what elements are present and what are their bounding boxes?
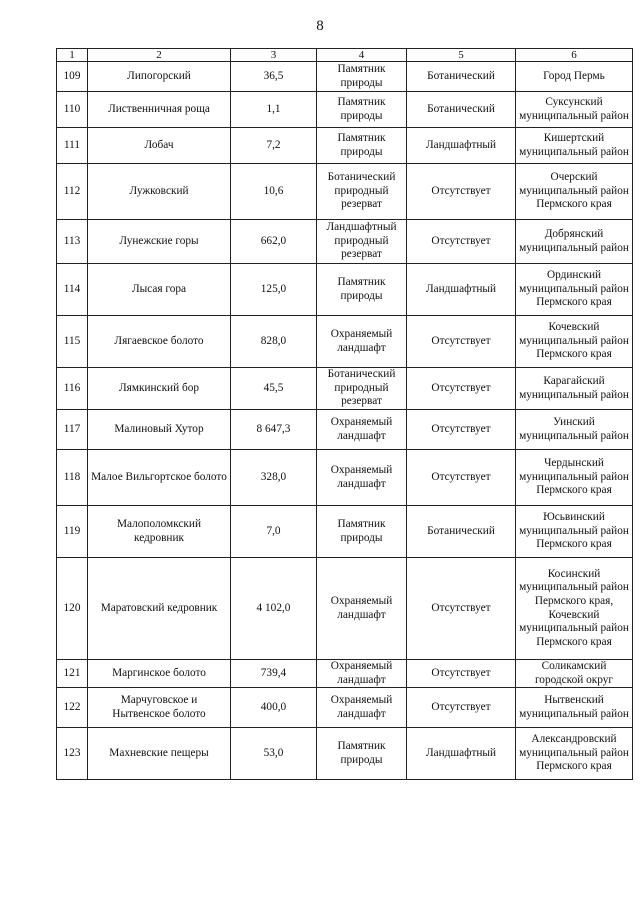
area-location: Суксунский муниципальный район <box>516 92 633 128</box>
row-number: 119 <box>57 506 88 558</box>
area-size: 400,0 <box>231 688 317 728</box>
table-row <box>57 220 633 264</box>
area-name: Лысая гора <box>88 264 231 316</box>
area-size: 7,2 <box>231 128 317 164</box>
row-number: 114 <box>57 264 88 316</box>
area-name: Липогорский <box>88 62 231 92</box>
table-row <box>57 164 633 220</box>
table-row <box>57 558 633 660</box>
area-profile: Отсутствует <box>407 410 516 450</box>
area-profile: Отсутствует <box>407 164 516 220</box>
area-name: Лужковский <box>88 164 231 220</box>
area-location: Соликамский городской округ <box>516 660 633 688</box>
area-profile: Ландшафтный <box>407 264 516 316</box>
area-category: Ландшафтный природный резерват <box>317 220 407 264</box>
area-profile: Отсутствует <box>407 368 516 410</box>
row-number: 118 <box>57 450 88 506</box>
area-size: 8 647,3 <box>231 410 317 450</box>
row-number: 111 <box>57 128 88 164</box>
column-number-row <box>57 49 633 62</box>
area-profile: Отсутствует <box>407 316 516 368</box>
area-location: Юсьвинский муниципальный район Пермского края <box>516 506 633 558</box>
row-number: 123 <box>57 728 88 780</box>
area-size: 828,0 <box>231 316 317 368</box>
area-name: Маратовский кедровник <box>88 558 231 660</box>
area-category: Ботанический природный резерват <box>317 368 407 410</box>
table-row <box>57 506 633 558</box>
area-location: Чердынский муниципальный район Пермского края <box>516 450 633 506</box>
area-size: 739,4 <box>231 660 317 688</box>
area-category: Охраняемый ландшафт <box>317 558 407 660</box>
area-category: Памятник природы <box>317 128 407 164</box>
area-size: 4 102,0 <box>231 558 317 660</box>
area-size: 662,0 <box>231 220 317 264</box>
area-name: Лунежские горы <box>88 220 231 264</box>
area-name: Маргинское болото <box>88 660 231 688</box>
column-header: 2 <box>88 49 231 62</box>
area-category: Памятник природы <box>317 62 407 92</box>
area-category: Памятник природы <box>317 264 407 316</box>
area-profile: Ландшафтный <box>407 128 516 164</box>
area-name: Лобач <box>88 128 231 164</box>
row-number: 122 <box>57 688 88 728</box>
area-profile: Отсутствует <box>407 450 516 506</box>
area-category: Памятник природы <box>317 506 407 558</box>
area-name: Малое Вильгортское болото <box>88 450 231 506</box>
area-size: 45,5 <box>231 368 317 410</box>
area-location: Кишертский муниципальный район <box>516 128 633 164</box>
row-number: 112 <box>57 164 88 220</box>
page-number: 8 <box>316 18 324 34</box>
row-number: 110 <box>57 92 88 128</box>
area-category: Охраняемый ландшафт <box>317 688 407 728</box>
area-category: Памятник природы <box>317 92 407 128</box>
table-row <box>57 128 633 164</box>
column-header: 5 <box>407 49 516 62</box>
column-header: 4 <box>317 49 407 62</box>
area-category: Охраняемый ландшафт <box>317 410 407 450</box>
area-location: Город Пермь <box>516 62 633 92</box>
row-number: 116 <box>57 368 88 410</box>
table-row <box>57 410 633 450</box>
area-location: Добрянский муниципальный район <box>516 220 633 264</box>
row-number: 109 <box>57 62 88 92</box>
column-header: 3 <box>231 49 317 62</box>
table-row <box>57 62 633 92</box>
table-row <box>57 728 633 780</box>
area-location: Уинский муниципальный район <box>516 410 633 450</box>
area-location: Нытвенский муниципальный район <box>516 688 633 728</box>
row-number: 117 <box>57 410 88 450</box>
area-profile: Отсутствует <box>407 660 516 688</box>
protected-areas-table <box>56 48 633 780</box>
area-profile: Ботанический <box>407 62 516 92</box>
area-name: Лягаевское болото <box>88 316 231 368</box>
table-row <box>57 368 633 410</box>
area-size: 7,0 <box>231 506 317 558</box>
area-name: Махневские пещеры <box>88 728 231 780</box>
area-name: Лиственничная роща <box>88 92 231 128</box>
area-location: Очерский муниципальный район Пермского края <box>516 164 633 220</box>
table-row <box>57 660 633 688</box>
area-size: 36,5 <box>231 62 317 92</box>
column-header: 6 <box>516 49 633 62</box>
table-row <box>57 688 633 728</box>
column-header: 1 <box>57 49 88 62</box>
area-name: Марчуговское и Нытвенское болото <box>88 688 231 728</box>
area-size: 328,0 <box>231 450 317 506</box>
area-location: Кочевский муниципальный район Пермского края <box>516 316 633 368</box>
area-name: Лямкинский бор <box>88 368 231 410</box>
area-location: Ординский муниципальный район Пермского края <box>516 264 633 316</box>
area-size: 53,0 <box>231 728 317 780</box>
area-name: Малиновый Хутор <box>88 410 231 450</box>
row-number: 121 <box>57 660 88 688</box>
table-row <box>57 450 633 506</box>
area-category: Охраняемый ландшафт <box>317 660 407 688</box>
table-body <box>57 49 633 780</box>
row-number: 120 <box>57 558 88 660</box>
area-category: Охраняемый ландшафт <box>317 450 407 506</box>
area-profile: Отсутствует <box>407 558 516 660</box>
area-size: 1,1 <box>231 92 317 128</box>
table-row <box>57 92 633 128</box>
area-location: Карагайский муниципальный район <box>516 368 633 410</box>
area-profile: Ботанический <box>407 506 516 558</box>
area-location: Александровский муниципальный район Пермского края <box>516 728 633 780</box>
area-profile: Отсутствует <box>407 688 516 728</box>
area-category: Памятник природы <box>317 728 407 780</box>
area-size: 10,6 <box>231 164 317 220</box>
area-category: Охраняемый ландшафт <box>317 316 407 368</box>
area-name: Малополомкский кедровник <box>88 506 231 558</box>
area-location: Косинский муниципальный район Пермского края, Кочевский муниципальный район Пермского края <box>516 558 633 660</box>
area-size: 125,0 <box>231 264 317 316</box>
area-profile: Ботанический <box>407 92 516 128</box>
area-profile: Ландшафтный <box>407 728 516 780</box>
table-row <box>57 316 633 368</box>
area-profile: Отсутствует <box>407 220 516 264</box>
area-category: Ботанический природный резерват <box>317 164 407 220</box>
row-number: 115 <box>57 316 88 368</box>
row-number: 113 <box>57 220 88 264</box>
table-row <box>57 264 633 316</box>
